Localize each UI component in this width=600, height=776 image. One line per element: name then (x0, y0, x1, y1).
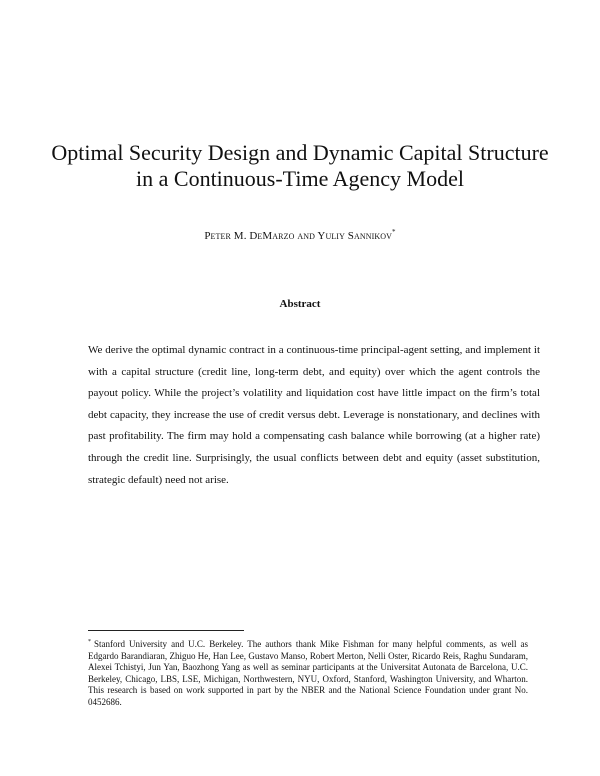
abstract-heading: Abstract (279, 298, 321, 310)
abstract-body: We derive the optimal dynamic contract in a continuous-time principal-agent setting, and implement it with a capital structure (credit line, long-term debt, and equity) over which the agent controls the payout policy. While the project’s volatility and liquidation cost have little impact on the firm’s total debt capacity, they increase the use of credit versus debt. Leverage is nonstationary, and declines with past profitability. The firm may hold a compensating cash balance while borrowing (at a higher rate) through the credit line. Surprisingly, the usual conflicts between debt and equity (asset substitution, strategic default) need not arise. (88, 344, 540, 486)
footnote-text: Stanford University and U.C. Berkeley. The authors thank Mike Fishman for many helpful comments, as well as Edgardo Barandiaran, Zhiguo He, Han Lee, Gustavo Manso, Robert Merton, Nelli Oster, Ricardo Reis, Raghu Sundaram, Alexei Tchistyi, Jun Yan, Baozhong Yang as well as seminar participants at the Universitat Autonata de Barcelona, U.C. Berkeley, Chicago, LBS, LSE, Michigan, Northwestern, NYU, Oxford, Stanford, Washington University, and Wharton. This research is based on work supported in part by the NBER and the National Science Foundation under grant No. 0452686. (88, 639, 528, 707)
footnote-marker: * (88, 639, 91, 645)
paper-title (40, 140, 560, 192)
paper-title-line-2: in a Continuous-Time Agency Model (136, 166, 464, 191)
paper-title-line-1: Optimal Security Design and Dynamic Capital Structure (51, 140, 549, 165)
paper-authors (40, 228, 560, 242)
author-names: Peter M. DeMarzo and Yuliy Sannikov (204, 230, 393, 242)
author-footnote-marker: * (392, 228, 396, 236)
footnote (88, 637, 528, 709)
footnote-separator (88, 630, 244, 631)
